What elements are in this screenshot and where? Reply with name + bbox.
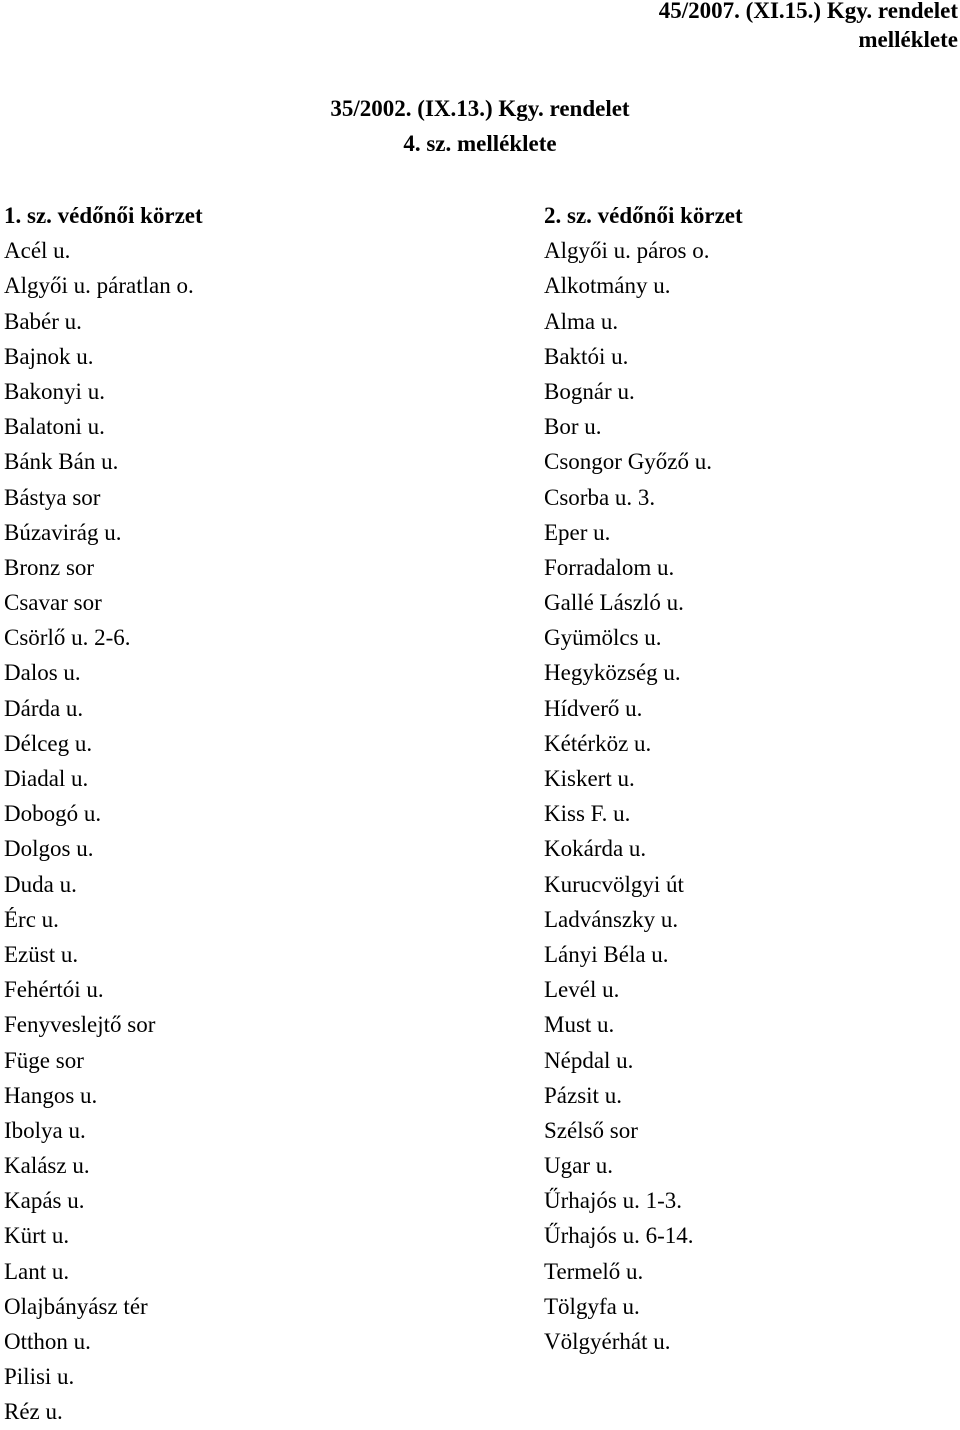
street-item: Alkotmány u. bbox=[544, 273, 671, 299]
street-item: Fehértói u. bbox=[4, 977, 104, 1003]
street-item: Eper u. bbox=[544, 519, 611, 545]
street-item: Ezüst u. bbox=[4, 941, 79, 967]
street-item: Gyümölcs u. bbox=[544, 625, 662, 651]
street-item: Űrhajós u. 6-14. bbox=[544, 1223, 694, 1249]
street-item: Algyői u. páratlan o. bbox=[4, 273, 194, 299]
decree-number-header: 45/2007. (XI.15.) Kgy. rendelet bbox=[658, 0, 958, 23]
street-item: Népdal u. bbox=[544, 1047, 634, 1073]
street-item: Bajnok u. bbox=[4, 343, 94, 369]
street-item: Dobogó u. bbox=[4, 801, 102, 827]
street-item: Csorba u. 3. bbox=[544, 484, 656, 510]
street-item: Termelő u. bbox=[544, 1258, 644, 1284]
street-item: Csörlő u. 2-6. bbox=[4, 625, 131, 651]
street-item: Hídverő u. bbox=[544, 695, 643, 721]
street-item: Bronz sor bbox=[4, 554, 95, 580]
street-item: Must u. bbox=[544, 1012, 615, 1038]
street-item: Hangos u. bbox=[4, 1082, 98, 1108]
annex-label: melléklete bbox=[858, 27, 958, 52]
street-item: Olajbányász tér bbox=[4, 1293, 148, 1319]
street-item: Hegyközség u. bbox=[544, 660, 681, 686]
street-item: Ibolya u. bbox=[4, 1117, 86, 1143]
street-item: Dalos u. bbox=[4, 660, 81, 686]
street-item: Délceg u. bbox=[4, 730, 93, 756]
street-item: Völgyérhát u. bbox=[544, 1329, 671, 1354]
street-item: Kurucvölgyi út bbox=[544, 871, 684, 897]
street-item: Űrhajós u. 1-3. bbox=[544, 1188, 682, 1214]
street-item: Bor u. bbox=[544, 414, 602, 440]
street-item: Kalász u. bbox=[4, 1153, 90, 1179]
street-item: Ugar u. bbox=[544, 1153, 613, 1179]
street-item: Csavar sor bbox=[4, 590, 102, 616]
street-item: Duda u. bbox=[4, 871, 77, 897]
street-item: Bakonyi u. bbox=[4, 378, 105, 404]
street-item: Füge sor bbox=[4, 1047, 84, 1073]
district-1-list bbox=[4, 198, 203, 1430]
street-item: Alma u. bbox=[544, 308, 619, 334]
district-2-list bbox=[544, 198, 743, 1359]
street-item: Pilisi u. bbox=[4, 1364, 75, 1390]
street-item: Tölgyfa u. bbox=[544, 1293, 640, 1319]
district-2-title: 2. sz. védőnői körzet bbox=[544, 203, 743, 228]
street-item: Réz u. bbox=[4, 1399, 63, 1425]
street-item: Lányi Béla u. bbox=[544, 941, 669, 967]
street-item: Otthon u. bbox=[4, 1329, 91, 1354]
street-item: Bognár u. bbox=[544, 378, 635, 404]
street-item: Lant u. bbox=[4, 1258, 70, 1284]
street-item: Acél u. bbox=[4, 238, 71, 264]
street-item: Kétérköz u. bbox=[544, 730, 652, 756]
street-item: Búzavirág u. bbox=[4, 519, 122, 545]
street-item: Bánk Bán u. bbox=[4, 449, 119, 475]
street-item: Bástya sor bbox=[4, 484, 101, 510]
street-item: Dolgos u. bbox=[4, 836, 94, 862]
street-item: Forradalom u. bbox=[544, 554, 675, 580]
original-decree-header: 35/2002. (IX.13.) Kgy. rendelet bbox=[330, 96, 630, 121]
street-item: Ladvánszky u. bbox=[544, 906, 679, 932]
street-item: Levél u. bbox=[544, 977, 620, 1003]
street-item: Szélső sor bbox=[544, 1117, 638, 1143]
original-annex-label: 4. sz. melléklete bbox=[403, 131, 557, 156]
street-item: Babér u. bbox=[4, 308, 82, 334]
street-item: Kiskert u. bbox=[544, 766, 635, 791]
street-item: Fenyveslejtő sor bbox=[4, 1012, 156, 1038]
street-item: Dárda u. bbox=[4, 695, 84, 721]
street-item: Diadal u. bbox=[4, 766, 89, 791]
street-item: Csongor Győző u. bbox=[544, 449, 713, 475]
street-item: Kürt u. bbox=[4, 1223, 70, 1249]
street-item: Kapás u. bbox=[4, 1188, 85, 1214]
district-1-title: 1. sz. védőnői körzet bbox=[4, 203, 203, 228]
street-item: Pázsit u. bbox=[544, 1082, 622, 1108]
street-item: Kokárda u. bbox=[544, 836, 647, 862]
street-item: Baktói u. bbox=[544, 343, 629, 369]
street-item: Balatoni u. bbox=[4, 414, 105, 440]
street-item: Kiss F. u. bbox=[544, 801, 631, 827]
street-item: Gallé László u. bbox=[544, 590, 684, 616]
street-item: Algyői u. páros o. bbox=[544, 238, 710, 264]
street-item: Érc u. bbox=[4, 906, 59, 932]
